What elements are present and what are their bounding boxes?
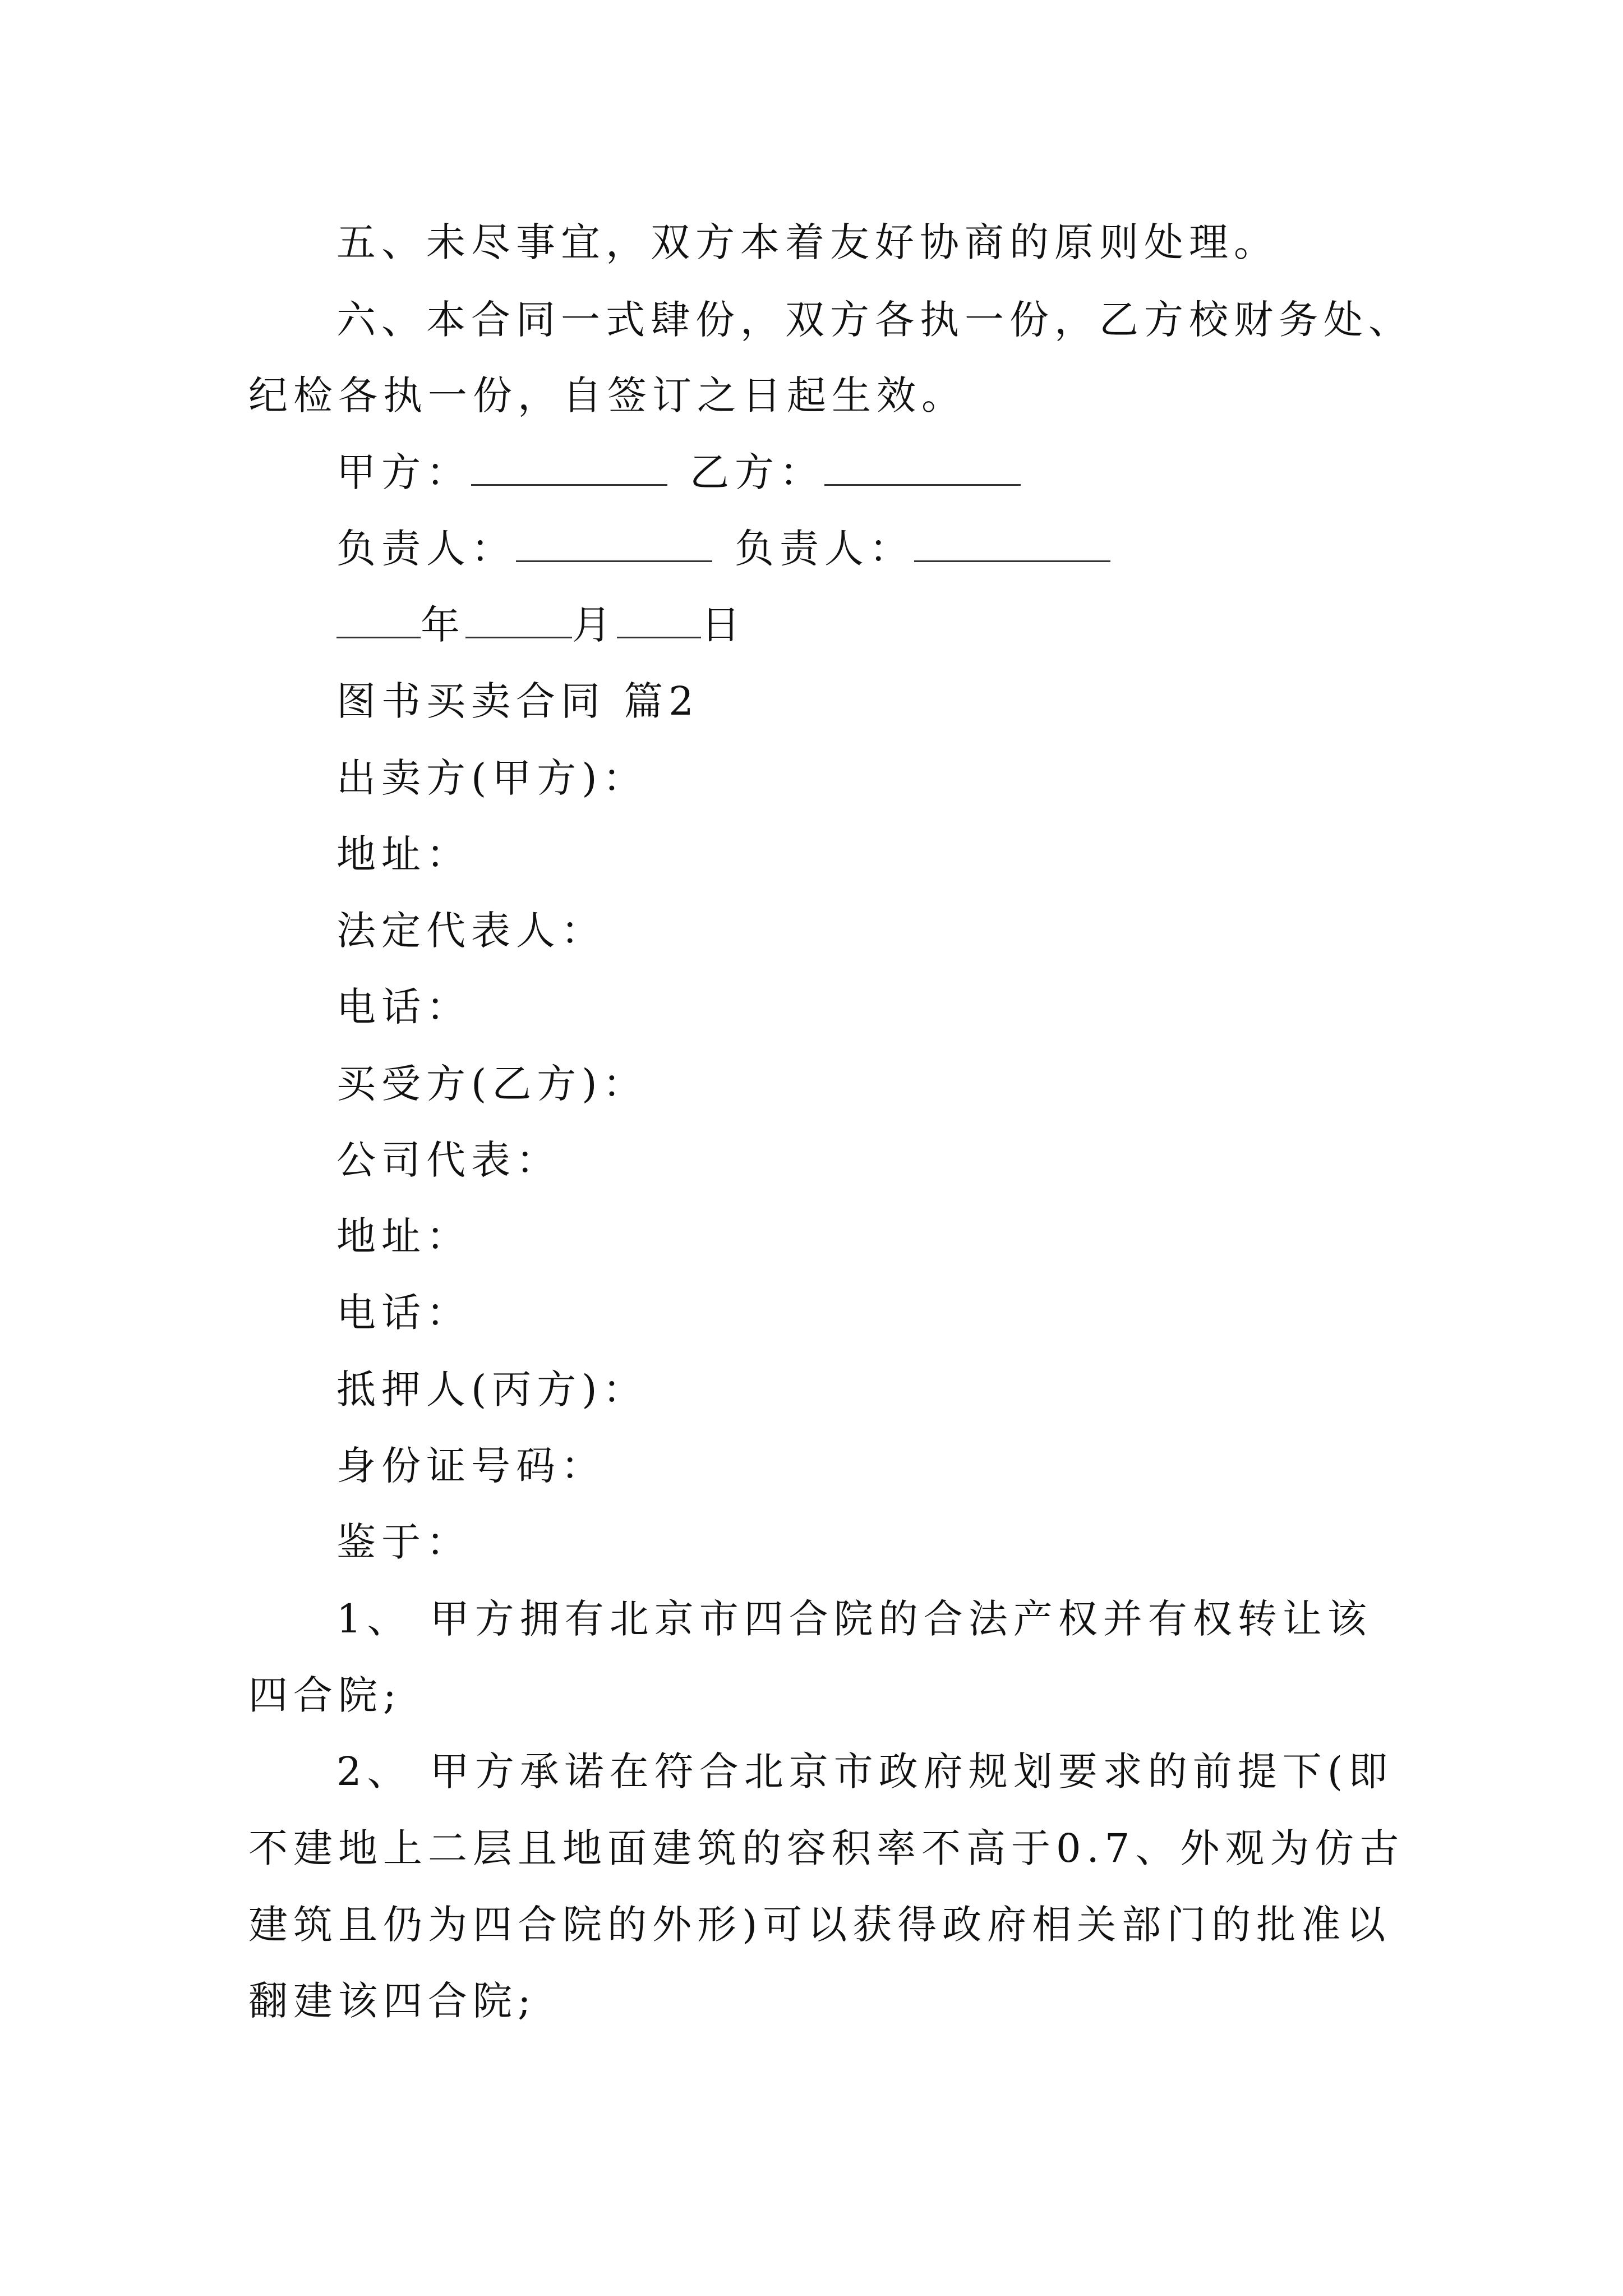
field-buyer-address: 地址： xyxy=(336,1213,471,1259)
month-blank xyxy=(465,601,572,638)
field-seller: 出卖方(甲方)： xyxy=(336,755,648,801)
party-a-blank xyxy=(471,448,667,486)
clause-2-line-2: 不建地上二层且地面建筑的容积率不高于0.7、外观为仿古 xyxy=(248,1825,1405,1871)
field-seller-phone: 电话： xyxy=(336,984,471,1030)
party-b-label: 乙方： xyxy=(690,449,824,495)
month-label: 月 xyxy=(572,602,617,648)
responsible-person-row xyxy=(0,521,1623,577)
year-blank xyxy=(336,601,421,638)
clause-2-line-3: 建筑且仍为四合院的外形)可以获得政府相关部门的批准以 xyxy=(248,1902,1391,1948)
clause-1: 1、 甲方拥有北京市四合院的合法产权并有权转让该 xyxy=(336,1596,1372,1642)
day-label: 日 xyxy=(701,602,746,648)
party-signature-row xyxy=(0,444,1623,500)
field-legal-rep: 法定代表人： xyxy=(336,908,606,954)
party-b-blank xyxy=(824,448,1021,486)
person-a-blank xyxy=(516,524,712,562)
date-row xyxy=(0,597,1623,653)
field-mortgagor: 抵押人(丙方)： xyxy=(336,1366,648,1412)
field-id-number: 身份证号码： xyxy=(336,1443,606,1489)
person-b-blank xyxy=(914,524,1110,562)
clause-six-continued: 纪检各执一份，自签订之日起生效。 xyxy=(248,372,966,418)
clause-1-continued: 四合院; xyxy=(248,1672,402,1718)
field-seller-address: 地址： xyxy=(336,831,471,877)
field-buyer: 买受方(乙方)： xyxy=(336,1061,648,1107)
section-heading: 图书买卖合同 篇2 xyxy=(336,678,699,724)
field-buyer-phone: 电话： xyxy=(336,1290,471,1336)
clause-five: 五、未尽事宜，双方本着友好协商的原则处理。 xyxy=(336,219,1279,265)
clause-2: 2、 甲方承诺在符合北京市政府规划要求的前提下(即 xyxy=(336,1749,1394,1795)
day-blank xyxy=(617,601,701,638)
year-label: 年 xyxy=(421,602,465,648)
field-company-rep: 公司代表： xyxy=(336,1137,561,1183)
clause-2-line-4: 翻建该四合院; xyxy=(248,1978,537,2024)
party-a-label: 甲方： xyxy=(336,449,471,495)
clause-six: 六、本合同一式肆份，双方各执一份，乙方校财务处、 xyxy=(336,297,1413,343)
person-a-label: 负责人： xyxy=(336,526,516,572)
person-b-label: 负责人： xyxy=(735,526,914,572)
field-whereas: 鉴于： xyxy=(336,1519,471,1565)
